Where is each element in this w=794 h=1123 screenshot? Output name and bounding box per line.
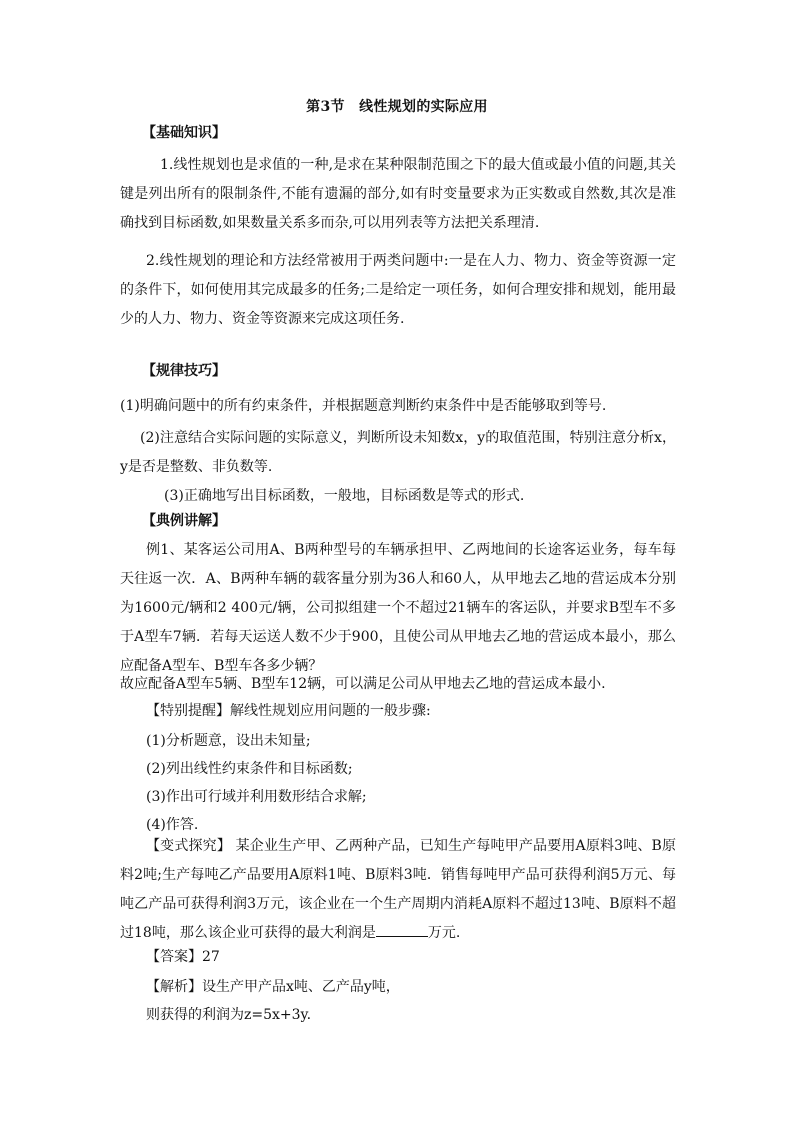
answer-blank bbox=[376, 924, 428, 937]
step-4: (4)作答. bbox=[146, 817, 199, 833]
answer-label: 【答案】27 bbox=[146, 949, 220, 965]
step-1: (1)分析题意，设出未知量; bbox=[146, 733, 311, 749]
tip-1: (1)明确问题中的所有约束条件，并根据题意判断约束条件中是否能够取到等号. bbox=[120, 398, 607, 414]
tips-heading: 【规律技巧】 bbox=[142, 363, 226, 379]
variant-exercise bbox=[120, 832, 676, 948]
example-1: 例1、某客运公司用A、B两种型号的车辆承担甲、乙两地间的长途客运业务，每车每天往返一次．A、B两种车辆的载客量分别为36人和60人，从甲地去乙地的营运成本分别为1600元/辆和2 400元/辆，公司拟组建一个不超过21辆车的客运队，并要求B型车不多于A型车7辆．若每天运送人数不少于900，且使公司从甲地去乙地的营运成本最小，那么应配备A型车、B型车各多少辆？ bbox=[120, 542, 676, 674]
basic-knowledge-heading: 【基础知识】 bbox=[142, 125, 226, 141]
step-3: (3)作出可行域并利用数形结合求解; bbox=[146, 789, 367, 805]
basic-paragraph-2: 2.线性规划的理论和方法经常被用于两类问题中:一是在人力、物力、资金等资源一定的条件下，如何使用其完成最多的任务;二是给定一项任务，如何合理安排和规划，能用最少的人力、物力、资金等资源来完成这项任务. bbox=[120, 253, 676, 327]
page-title: 第3节 线性规划的实际应用 bbox=[306, 99, 488, 115]
basic-paragraph-1: 1.线性规划也是求值的一种,是求在某种限制范围之下的最大值或最小值的问题,其关键是列出所有的限制条件,不能有遗漏的部分,如有时变量要求为正实数或自然数,其次是准确找到目标函数,如果数量关系多而杂,可以用列表等方法把关系理清. bbox=[120, 157, 676, 231]
step-2: (2)列出线性约束条件和目标函数; bbox=[146, 761, 353, 777]
special-reminder: 【特别提醒】解线性规划应用问题的一般步骤: bbox=[146, 703, 431, 719]
variant-unit: 万元. bbox=[427, 925, 461, 941]
tip-2: (2)注意结合实际问题的实际意义，判断所设未知数x，y的取值范围，特别注意分析x，y是否是整数、非负数等. bbox=[120, 430, 676, 475]
profit-line: 则获得的利润为z=5x+3y. bbox=[146, 1007, 312, 1023]
tip-3: (3)正确地写出目标函数，一般地，目标函数是等式的形式. bbox=[164, 488, 525, 504]
variant-heading: 【变式探究】 bbox=[146, 838, 231, 854]
example-1-answer: 故应配备A型车5辆、B型车12辆，可以满足公司从甲地去乙地的营运成本最小. bbox=[120, 676, 606, 692]
examples-heading: 【典例讲解】 bbox=[142, 513, 226, 529]
analysis-line: 【解析】设生产甲产品x吨、乙产品y吨， bbox=[146, 979, 400, 995]
variant-text: 某企业生产甲、乙两种产品，已知生产每吨甲产品要用A原料3吨、B原料2吨;生产每吨乙产品要用A原料1吨、B原料3吨．销售每吨甲产品可获得利润5万元、每吨乙产品可获得利润3万元，该企业在一个生产周期内消耗A原料不超过13吨、B原料不超过18吨，那么该企业可获得的最大利润是 bbox=[120, 838, 676, 941]
